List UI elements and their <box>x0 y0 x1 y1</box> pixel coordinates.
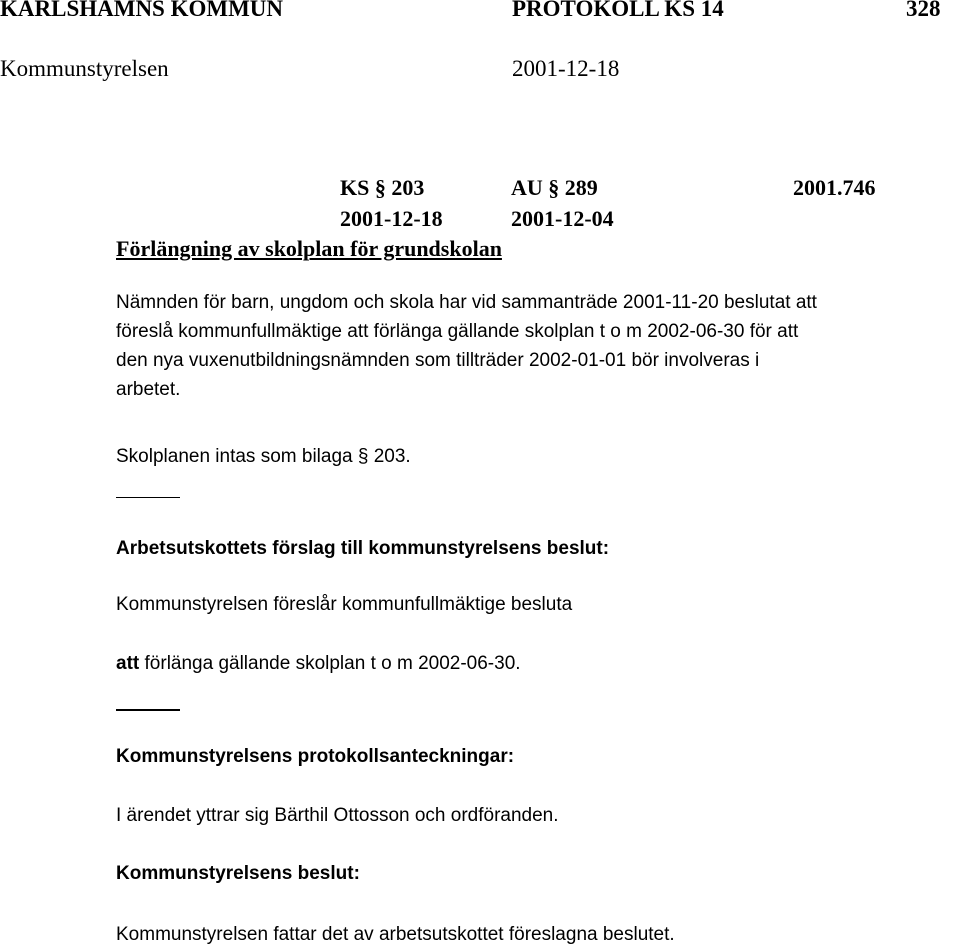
au-date: 2001-12-04 <box>511 206 614 231</box>
ks-number: 203 <box>391 175 425 200</box>
ks-label: KS <box>340 175 370 200</box>
body-name: Kommunstyrelsen <box>0 56 169 81</box>
att-text: förlänga gällande skolplan t o m 2002-06-30. <box>144 653 521 674</box>
au-number: 289 <box>564 175 598 200</box>
section-sign: § <box>548 175 560 200</box>
att-word: att <box>116 653 140 674</box>
meeting-date: 2001-12-18 <box>512 56 620 81</box>
case-title: Förlängning av skolplan för grundskolan <box>116 236 502 261</box>
background-line: arbetet. <box>116 379 181 400</box>
protocol-label: PROTOKOLL KS 14 <box>512 0 724 21</box>
au-label: AU <box>511 175 543 200</box>
decision-heading: Kommunstyrelsens beslut: <box>116 863 360 884</box>
au-reference <box>511 175 598 201</box>
background-paragraph <box>116 288 952 404</box>
notes-text: I ärendet yttrar sig Bärthil Ottosson och ordföranden. <box>116 805 559 826</box>
municipality-name: KARLSHAMNS KOMMUN <box>0 0 284 21</box>
background-line: Nämnden för barn, ungdom och skola har vid sammanträde 2001-11-20 beslutat att <box>116 292 817 313</box>
attachment-note <box>116 446 411 468</box>
page-number: 328 <box>906 0 941 21</box>
separator-line <box>116 497 180 498</box>
proposal-intro: Kommunstyrelsen föreslår kommunfullmäktige besluta <box>116 594 573 615</box>
section-sign: § <box>374 175 386 200</box>
background-line: den nya vuxenutbildningsnämnden som tillträder 2002-01-01 bör involveras i <box>116 350 760 371</box>
decision-text: Kommunstyrelsen fattar det av arbetsutskottet föreslagna beslutet. <box>116 924 675 945</box>
attachment-prefix: Skolplanen intas som bilaga <box>116 446 353 467</box>
background-line: föreslå kommunfullmäktige att förlänga gällande skolplan t o m 2002-06-30 för att <box>116 321 799 342</box>
ks-date: 2001-12-18 <box>340 206 443 231</box>
proposal-att-clause <box>116 653 521 675</box>
diary-number: 2001.746 <box>793 175 876 200</box>
section-sign: § <box>357 446 369 467</box>
proposal-heading: Arbetsutskottets förslag till kommunstyrelsens beslut: <box>116 538 610 559</box>
attachment-number: 203. <box>373 446 411 467</box>
separator-line <box>116 709 180 711</box>
ks-reference <box>340 175 424 201</box>
notes-heading: Kommunstyrelsens protokollsanteckningar: <box>116 746 515 767</box>
